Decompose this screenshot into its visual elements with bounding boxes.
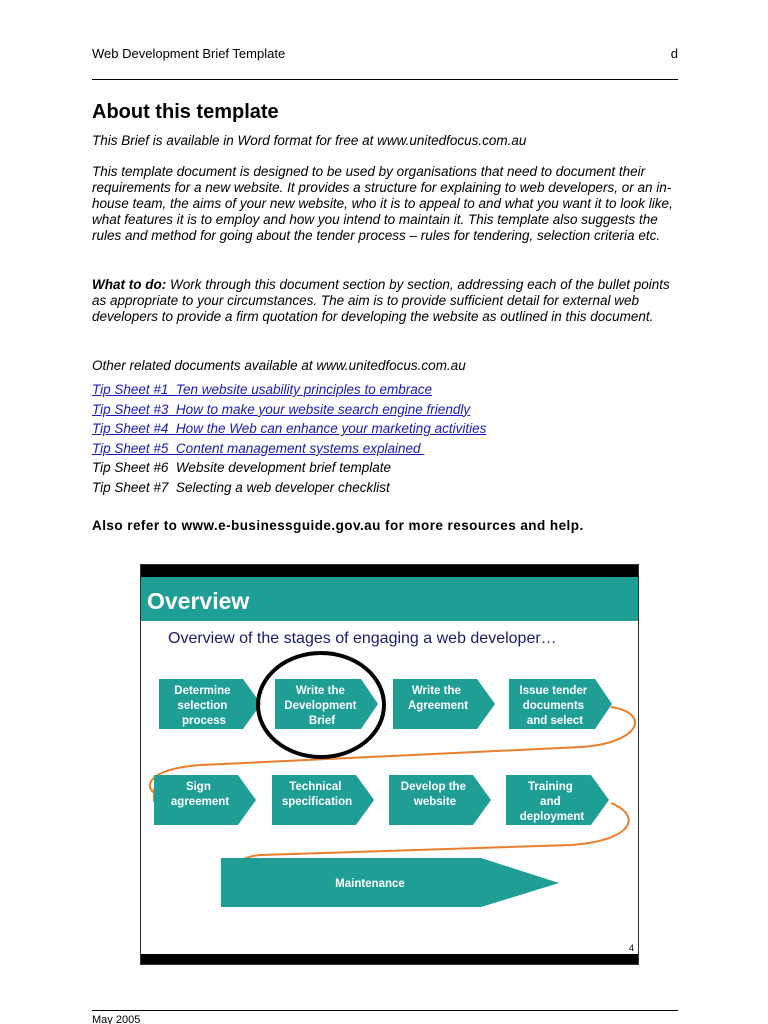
header-mark: d: [670, 46, 678, 61]
stage-6-line-1: Technical: [289, 781, 342, 793]
footer-divider: [92, 1010, 678, 1011]
stage-3-line-2: Agreement: [407, 700, 469, 712]
stage-5-line-2: agreement: [170, 796, 230, 808]
other-documents-paragraph: Other related documents available at www.unitedfocus.com.au: [92, 358, 466, 373]
tip-sheet-link-3[interactable]: Tip Sheet #3 How to make your website search engine friendly: [92, 401, 471, 417]
stage-write-brief: [275, 679, 378, 729]
description-paragraph: This template document is designed to be used by organisations that need to document their requirements for a new website. It provides a structure for explaining to web developers, or an in-house team, the aims of your new website, who it is to appeal to and what you want it to look like, what features it is to employ and how you intend to maintain it. This template also suggests the rules and method for going about the tender process – rules for tendering, selection criteria etc.: [92, 164, 673, 243]
stage-4-line-3: and select: [526, 715, 584, 727]
slide-bottom-bar: [141, 954, 639, 965]
stage-1-line-1: Determine: [174, 685, 231, 697]
tip-sheet-link-4[interactable]: Tip Sheet #4 How the Web can enhance your marketing activities: [92, 421, 487, 437]
also-refer-line: Also refer to www.e-businessguide.gov.au for more resources and help.: [92, 518, 584, 533]
header-title: Web Development Brief Template: [92, 46, 286, 61]
slide-subtitle: Overview of the stages of engaging a web developer…: [168, 630, 557, 647]
svg-text:Issue tender documents: [520, 685, 591, 727]
slide-page-number: 4: [628, 943, 634, 953]
slide-title: Overview: [147, 588, 250, 614]
stage-develop-website: [389, 775, 491, 825]
stage-2-line-1: Write the: [295, 685, 345, 697]
stage-8-line-1: Training: [528, 781, 573, 793]
slide-top-bar: [141, 565, 639, 577]
stage-sign-agreement: [154, 775, 256, 825]
overview-diagram: [141, 565, 639, 965]
footer-date: May 2005: [92, 1014, 141, 1024]
stage-3-line-1: Write the: [411, 685, 461, 697]
availability-paragraph: This Brief is available in Word format for free at www.unitedfocus.com.au: [92, 133, 527, 148]
stage-1-line-2: selection: [177, 700, 228, 712]
header-divider: [92, 79, 678, 80]
stage-write-agreement: [393, 679, 495, 729]
tip-sheet-list: [92, 382, 486, 500]
tip-sheet-item-6: Tip Sheet #6 Website development brief template: [92, 460, 392, 476]
tip-sheet-link-5[interactable]: Tip Sheet #5 Content management systems explained: [92, 440, 425, 456]
stage-8-line-3: deployment: [519, 811, 585, 823]
stage-4-line-2: documents: [522, 700, 585, 712]
stage-6-line-2: specification: [281, 796, 353, 808]
tip-sheet-link-1[interactable]: Tip Sheet #1 Ten website usability principles to embrace: [92, 382, 433, 397]
page-header: [92, 46, 678, 62]
stage-determine-selection: [159, 679, 261, 729]
stage-2-line-3: Brief: [308, 715, 336, 727]
stage-7-line-1: Develop the: [400, 781, 466, 793]
stage-9-label: Maintenance: [335, 878, 405, 890]
stage-5-line-1: Sign: [185, 781, 211, 793]
stage-issue-tender: [509, 679, 612, 729]
stage-8-line-2: and: [540, 796, 561, 808]
stage-4-line-1: Issue tender: [519, 685, 588, 697]
stage-1-line-3: process: [181, 715, 227, 727]
tip-sheet-item-7: Tip Sheet #7 Selecting a web developer checklist: [92, 479, 390, 495]
what-to-do-paragraph: [92, 277, 682, 325]
overview-slide: [140, 564, 639, 965]
stage-2-line-2: Development: [284, 700, 357, 712]
what-to-do-label: What to do:: [92, 277, 167, 292]
stage-technical-spec: [272, 775, 374, 825]
stage-maintenance: [221, 858, 559, 907]
stage-training-deployment: [506, 775, 609, 825]
stage-7-line-2: website: [413, 796, 457, 808]
what-to-do-text: Work through this document section by section, addressing each of the bullet points as appropriate to your circumstances. The aim is to provide sufficient detail for external web developers to provide a firm quotation for developing the website as outlined in this document.: [92, 277, 670, 324]
section-heading: About this template: [92, 101, 279, 123]
svg-text:Determine selection: [174, 685, 233, 727]
